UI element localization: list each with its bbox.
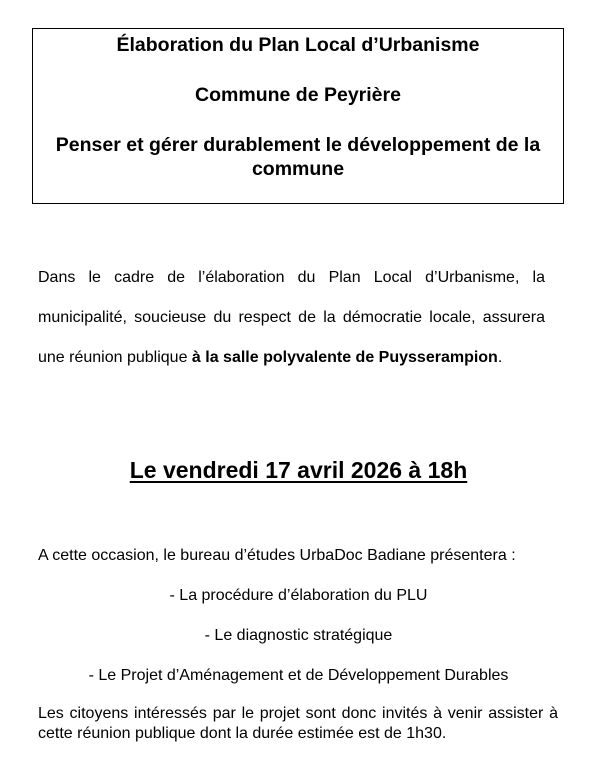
- list-item: - Le diagnostic stratégique: [204, 627, 393, 644]
- intro-paragraph: [38, 258, 545, 378]
- occasion-text: A cette occasion, le bureau d’études UrbaDoc Badiane présentera :: [38, 547, 516, 564]
- closing-paragraph: Les citoyens intéressés par le projet sont donc invités à venir assister à cette réunion publique dont la durée estimée est de 1h30.: [38, 705, 558, 742]
- document-title: Élaboration du Plan Local d’Urbanisme: [116, 34, 480, 56]
- topic-list: [0, 586, 597, 706]
- list-item: - Le Projet d’Aménagement et de Développement Durables: [88, 667, 509, 684]
- intro-text: Dans le cadre de l’élaboration du Plan Local d’Urbanisme, la municipalité, soucieuse du respect de la démocratie locale, assurera une réunion publique: [38, 269, 545, 366]
- meeting-date: [0, 455, 597, 485]
- title-box: [32, 28, 564, 204]
- list-item: - La procédure d’élaboration du PLU: [169, 587, 428, 604]
- venue-town: Puysserampion: [378, 349, 498, 366]
- commune-name: Commune de Peyrière: [195, 84, 401, 106]
- document-subtitle: Penser et gérer durablement le développement de la commune: [55, 134, 541, 180]
- intro-period: .: [497, 349, 503, 366]
- venue-text: à la salle polyvalente de: [191, 349, 375, 366]
- meeting-date-text: Le vendredi 17 avril 2026 à 18h: [129, 457, 468, 483]
